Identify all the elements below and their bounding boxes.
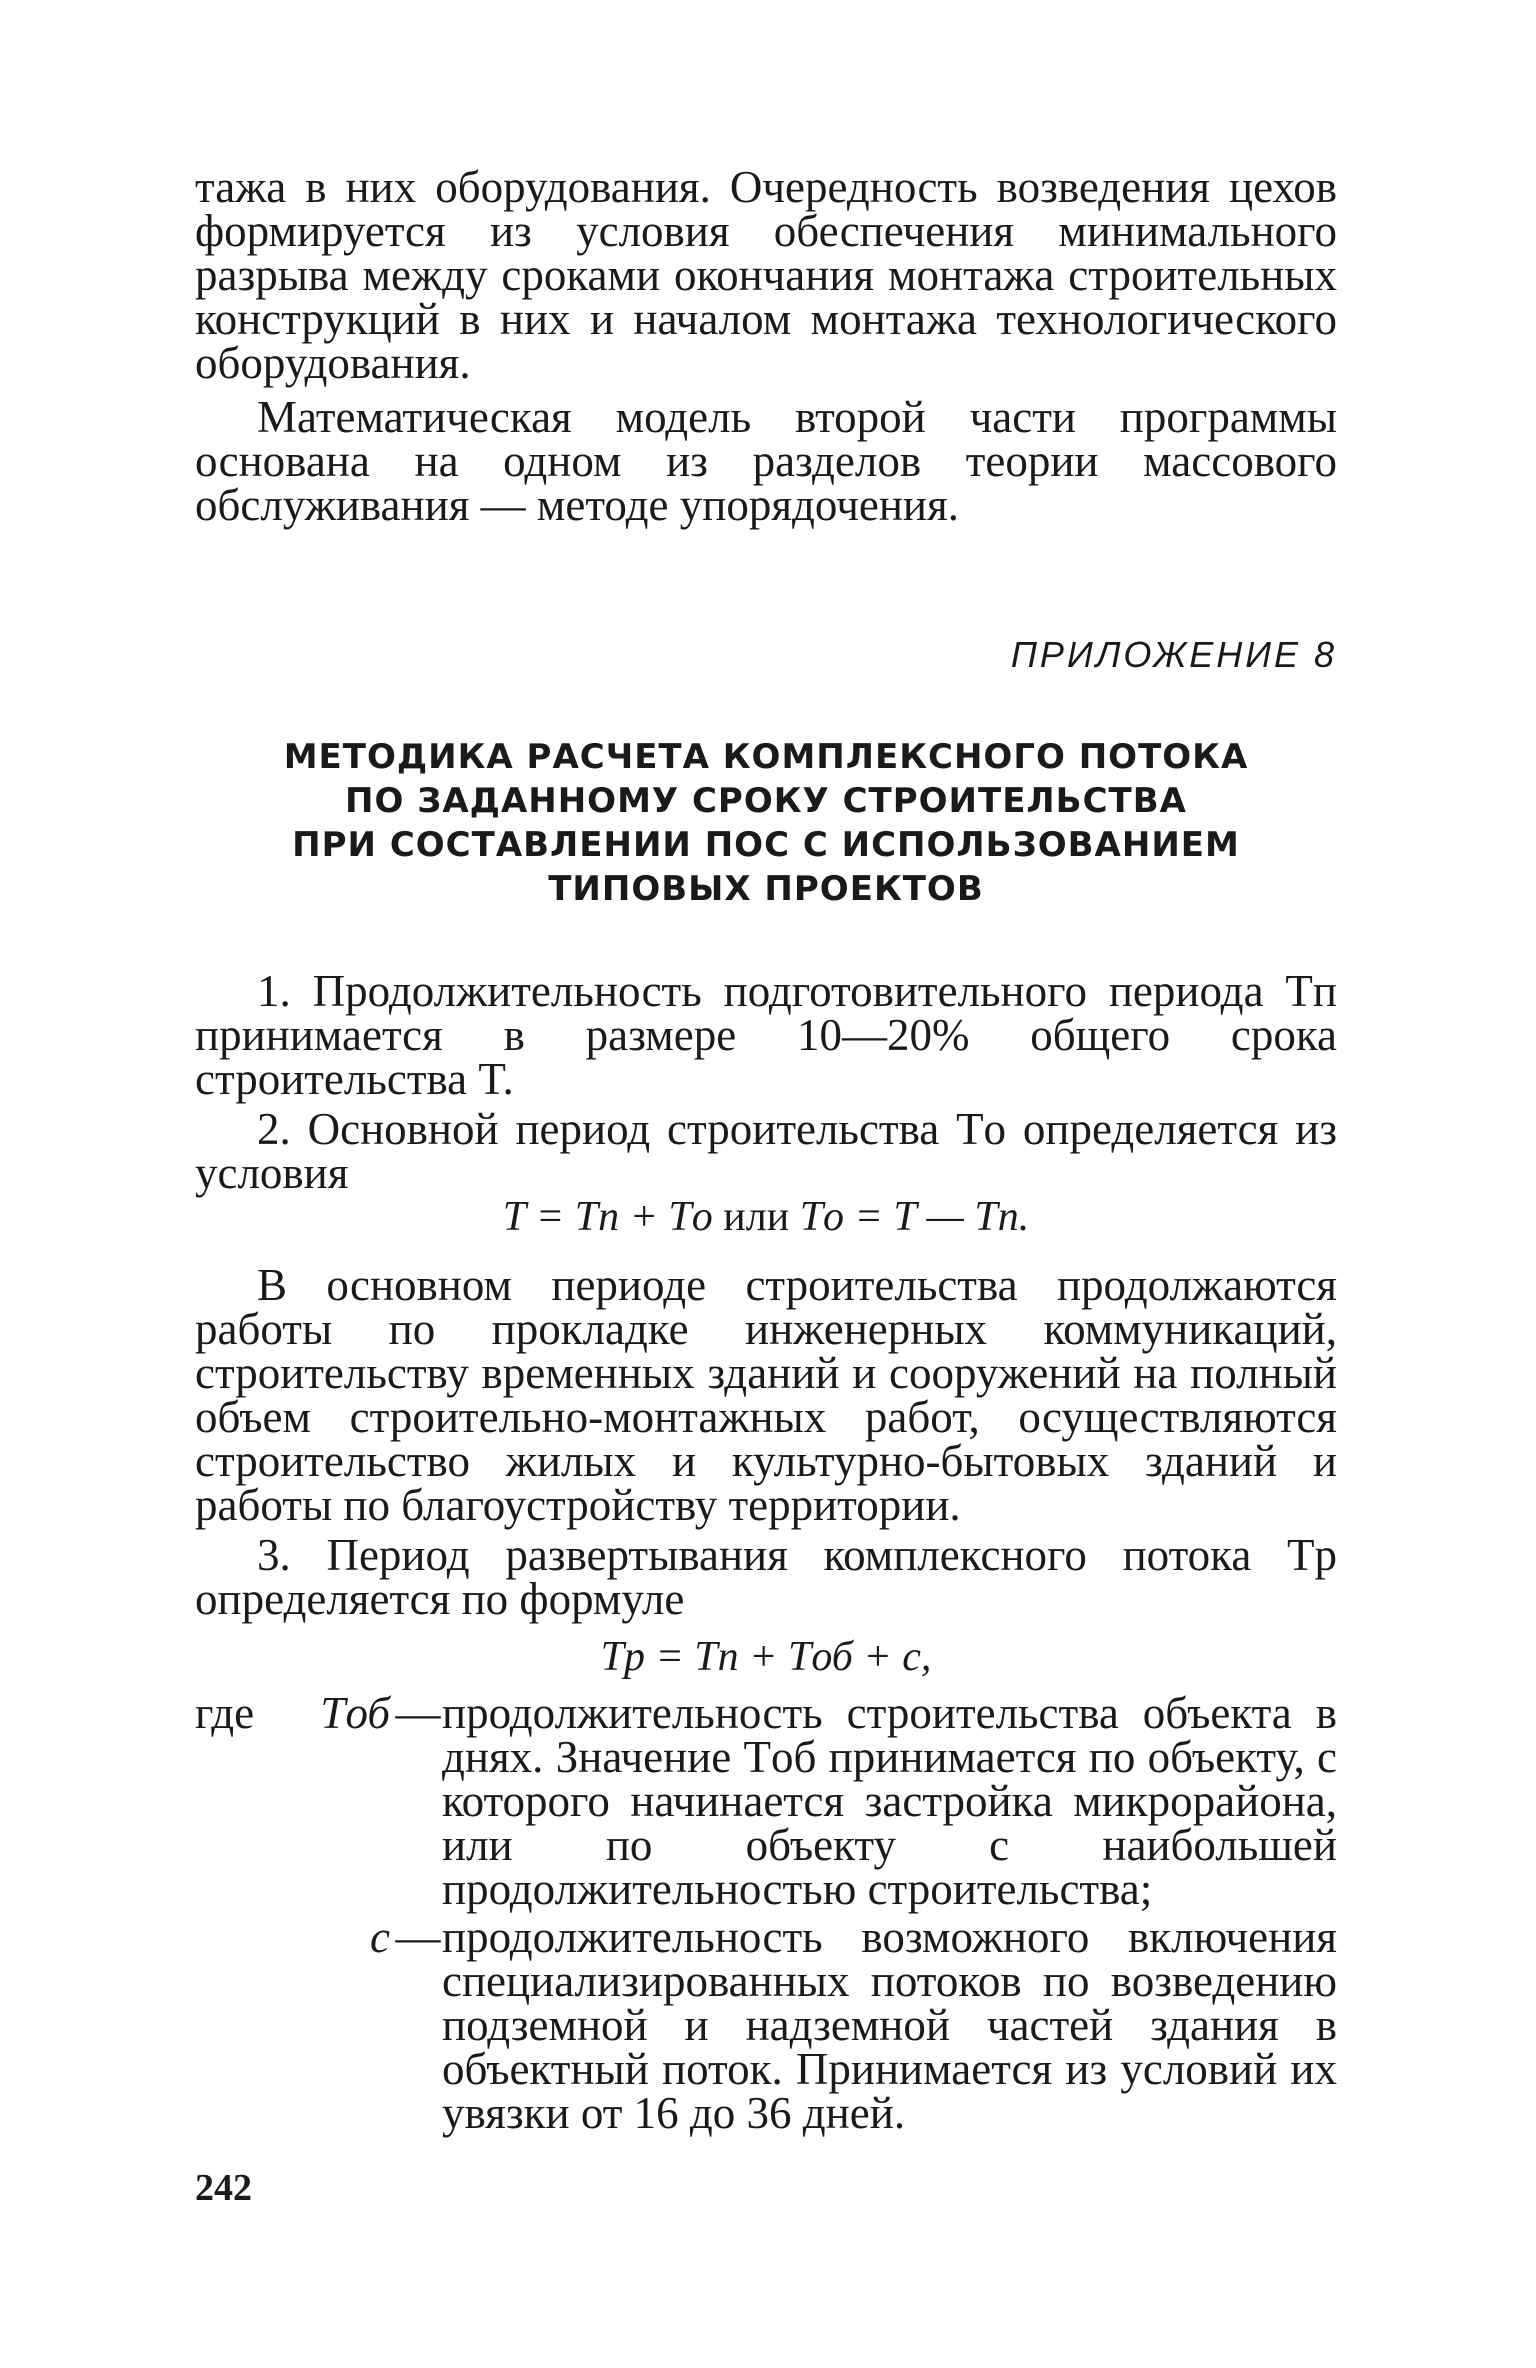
formula-basic-period [195, 1195, 1337, 1239]
paragraph-basic-period: В основном периоде строительства продолжаются работы по прокладке инженерных коммуникаций, строительству временных зданий и сооружений на полный объем строительно-монтажных работ, осуществляются строительство жилых и культурно-бытовых зданий и работы по благоустройству территории. [195, 1260, 1337, 1530]
where-word: где [195, 1688, 255, 1738]
definition-symbol: Tоб [320, 1688, 390, 1738]
item-2: 2. Основной период строительства Tо определяется из условия [195, 1104, 1337, 1198]
appendix-label: ПРИЛОЖЕНИЕ 8 [1010, 634, 1337, 675]
formula-or-word: или [723, 1194, 790, 1240]
intro-paragraph-2: Математическая модель второй части программы основана на одном из разделов теории массового обслуживания — методе упорядочения. [195, 392, 1337, 530]
formula-deployment-period: Tр = Tп + Tоб + c, [600, 1634, 932, 1680]
definition-text: продолжительность возможного включения специализированных потоков по возведению подземной и надземной частей здания в объектный поток. Принимается из условий их увязки от 16 до 36 дней. [442, 1912, 1337, 2138]
definition-c [195, 1912, 1337, 2138]
title-line: ТИПОВЫХ ПРОЕКТОВ [548, 869, 984, 909]
definition-dash: — [395, 1688, 441, 1738]
page-number: 242 [195, 2167, 252, 2209]
item-3: 3. Период развертывания комплексного потока Tр определяется по формуле [195, 1530, 1337, 1624]
title-line: ПО ЗАДАННОМУ СРОКУ СТРОИТЕЛЬСТВА [345, 781, 1187, 821]
definition-t-ob [195, 1688, 1337, 1914]
title-line: МЕТОДИКА РАСЧЕТА КОМПЛЕКСНОГО ПОТОКА [283, 737, 1249, 777]
page-content [195, 162, 1337, 2138]
intro-paragraph-1: тажа в них оборудования. Очередность возведения цехов формируется из условия обеспечения минимального разрыва между сроками окончания монтажа строительных конструкций в них и началом монтажа технологического оборудования. [195, 162, 1337, 388]
item-1: 1. Продолжительность подготовительного периода Tп принимается в размере 10—20% общего срока строительства T. [195, 966, 1337, 1104]
title-line: ПРИ СОСТАВЛЕНИИ ПОС С ИСПОЛЬЗОВАНИЕМ [292, 825, 1240, 865]
formula-right: Tо = T — Tп. [799, 1194, 1030, 1240]
appendix-title [195, 735, 1337, 911]
definition-dash: — [395, 1912, 441, 1962]
formula-left: T = Tп + Tо [502, 1194, 713, 1240]
definition-symbol: c [370, 1912, 390, 1962]
definition-text: продолжительность строительства объекта в днях. Значение Tоб принимается по объекту, с которого начинается застройка микрорайона, или по объекту с наибольшей продолжительностью строительства; [442, 1688, 1337, 1914]
